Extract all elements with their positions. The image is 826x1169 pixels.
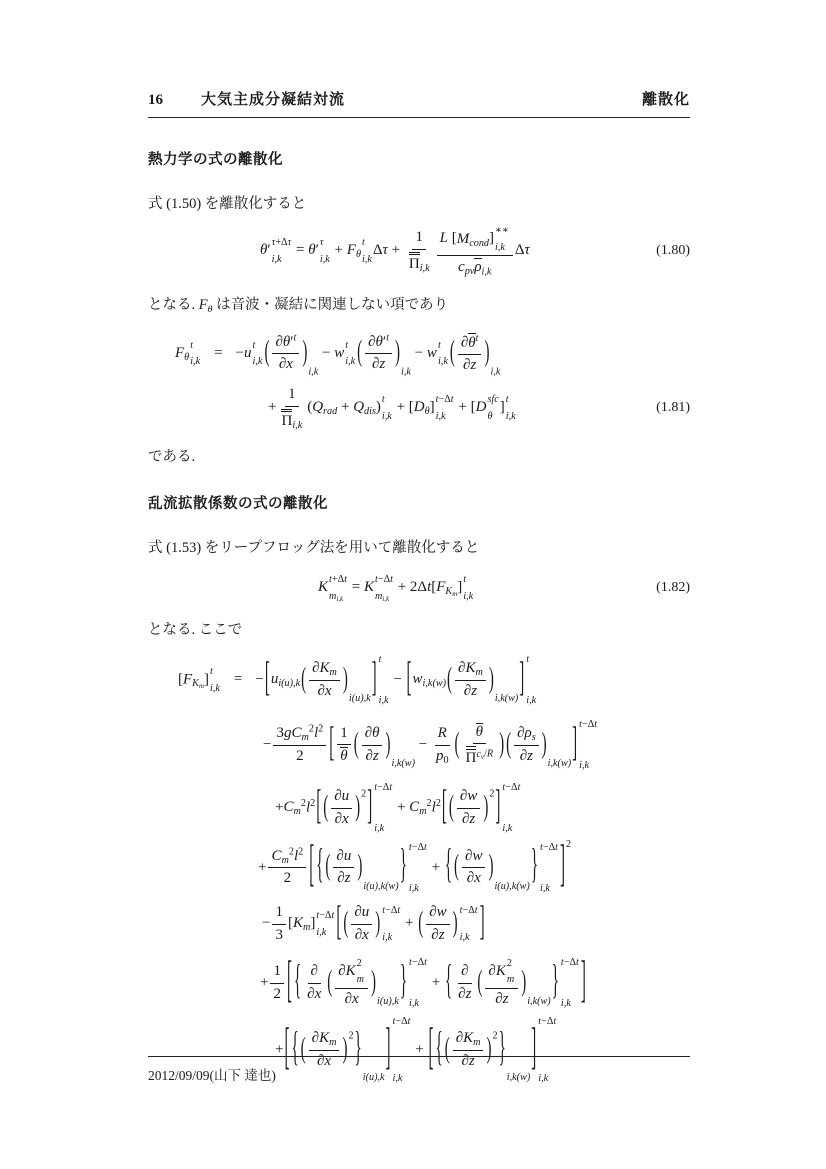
equation-fkm-line-3 <box>148 779 690 837</box>
heading-thermodynamics-discretization: 熱力学の式の離散化 <box>148 152 283 168</box>
equation-1-81-line1-math: $F_\theta$ t i,k = −u t i,k ( $\frac{\partial\theta'^t}{\partial x}$ )$_{i,k} - w$ t i,k ( $\frac{\partial\theta'^t}{\partial z}$ )$_{i,k} - w$ t i,k ( $\frac{\partial\theta^t}{\partial z}$ )$_{i,k}$ <box>175 332 501 378</box>
paragraph-intro-eq153: 式 (1.53) をリープフロッグ法を用いて離散化すると <box>148 540 480 556</box>
chapter-title: 大気主成分凝結対流 <box>201 90 346 108</box>
equation-fkm-line-2 <box>148 711 690 779</box>
equation-1-82-math: K t+Δt $m_{i,k}$ = K t−Δt $m_{i,k}$ + $2\Delta t[F_{K_m}]$ t i,k <box>318 574 474 603</box>
paragraph-ftheta-description: となる. $F_\theta$ は音波・凝結に関連しない項であり <box>148 297 449 315</box>
equation-fkm-line-4-math: + $\frac{C_m^2l^2}{2}$ [ { ( $\frac{\partial u}{\partial z}$ )$_{i(u),k(w)}$} t−Δt i,k + { ( $\frac{\partial w}{\partial x}$ )$_{i(u),k(w)}$} t−Δt i,k ]$^2$ <box>258 838 572 894</box>
equation-fkm-line-5-math: − $\frac{1}{3}$ $[K_m]$ t−Δt i,k [ ( $\frac{\partial u}{\partial x}$ ) t−Δt i,k + ( $\frac{\partial w}{\partial z}$ ) t−Δt i,k ] <box>262 900 485 945</box>
equation-1-81-line1 <box>148 326 690 384</box>
paragraph-kokode: となる. ここで <box>148 622 243 638</box>
equation-1-81-label: (1.81) <box>656 400 690 415</box>
equation-1-81-line2 <box>148 386 690 431</box>
footer-text: 2012/09/09(山下 達也) <box>148 1068 276 1083</box>
equation-fkm-line-3-math: $+C_m^2l^2$[ ( $\frac{\partial u}{\partial x}$ )$^2$] t−Δt i,k + $C_m^2l^2$[ ( $\frac{\partial w}{\partial z}$ )$^2$] t−Δt i,k <box>275 781 521 834</box>
equation-1-81-line2-math: + $\frac{1}{\Pi_{i,k}}$ $(Q_{rad} + Q_{dis})$ t i,k + $[D_\theta]$ t−Δt i,k + [D sfc θ ] t i,k <box>268 386 516 431</box>
footer-rule <box>148 1056 690 1057</box>
equation-fkm-line-1-math: $[F_{K_m}]$ t i,k = $-[u_{i(u),k}$( $\frac{\partial K_m}{\partial x}$ )$_{i(u),k}$] t i,k − [$w_{i,k(w)}$( $\frac{\partial K_m}{\partial z}$ )$_{i,k(w)}$] t i,k <box>178 653 537 706</box>
equation-1-82 <box>148 573 690 603</box>
equation-fkm-line-6-math: + $\frac{1}{2}$ [ { ∂ ∂x ( ∂K 2 m ∂x )$_{i(u),k}$} t−Δt i,k + { ∂ ∂z ( ∂K 2 m ∂z )$_{i,k(w)}$} t−Δt i,k ] <box>260 954 586 1009</box>
heading-turbulent-diffusion-discretization: 乱流拡散係数の式の離散化 <box>148 496 328 512</box>
equation-fkm-line-7-math: +[ { ( $\frac{\partial K_m}{\partial x}$ )$^2\}_{i(u),k}$] t−Δt i,k + [ { ( $\frac{\partial K_m}{\partial z}$ )$^2\}_{i,k(w)}$] t−Δt i,k <box>275 1015 557 1084</box>
page-header <box>148 88 690 118</box>
equation-1-80-label: (1.80) <box>656 243 690 258</box>
paragraph-intro-eq150: 式 (1.50) を離散化すると <box>148 196 307 212</box>
equation-fkm-line-2-math: − $3gC_m^2l^2$ 2 [ $\frac{1}{\theta}$ ( $\frac{\partial\theta}{\partial z}$ )$_{i,k(w)}$ − $\frac{R}{p_0}$ ( θ $\Pi^{c_v/R}$ ) ( $\frac{\partial\rho_s}{\partial z}$ )$_{i,k(w)}$] t−Δt i,k <box>263 718 598 771</box>
equation-1-80-math: θ′ τ+Δτ i,k = θ′ τ i,k + $F_\theta$ t i,k Δτ + $\frac{1}{\Pi_{i,k}}$ L $[M_{cond}]$ ∗∗ i,k $c_{pv}\rho_{i,k}$ Δτ <box>260 225 530 278</box>
page-number: 16 <box>148 92 163 108</box>
equation-fkm-line-5 <box>148 897 690 951</box>
equation-fkm-line-6 <box>148 951 690 1015</box>
paragraph-dearu: である. <box>148 449 196 465</box>
document-page <box>148 0 690 1085</box>
equation-fkm-line-1 <box>148 649 690 711</box>
equation-1-82-label: (1.82) <box>656 580 690 595</box>
running-section-title: 離散化 <box>641 90 690 108</box>
equation-1-80 <box>148 223 690 279</box>
page-footer <box>148 1056 690 1084</box>
equation-fkm-line-4 <box>148 837 690 897</box>
